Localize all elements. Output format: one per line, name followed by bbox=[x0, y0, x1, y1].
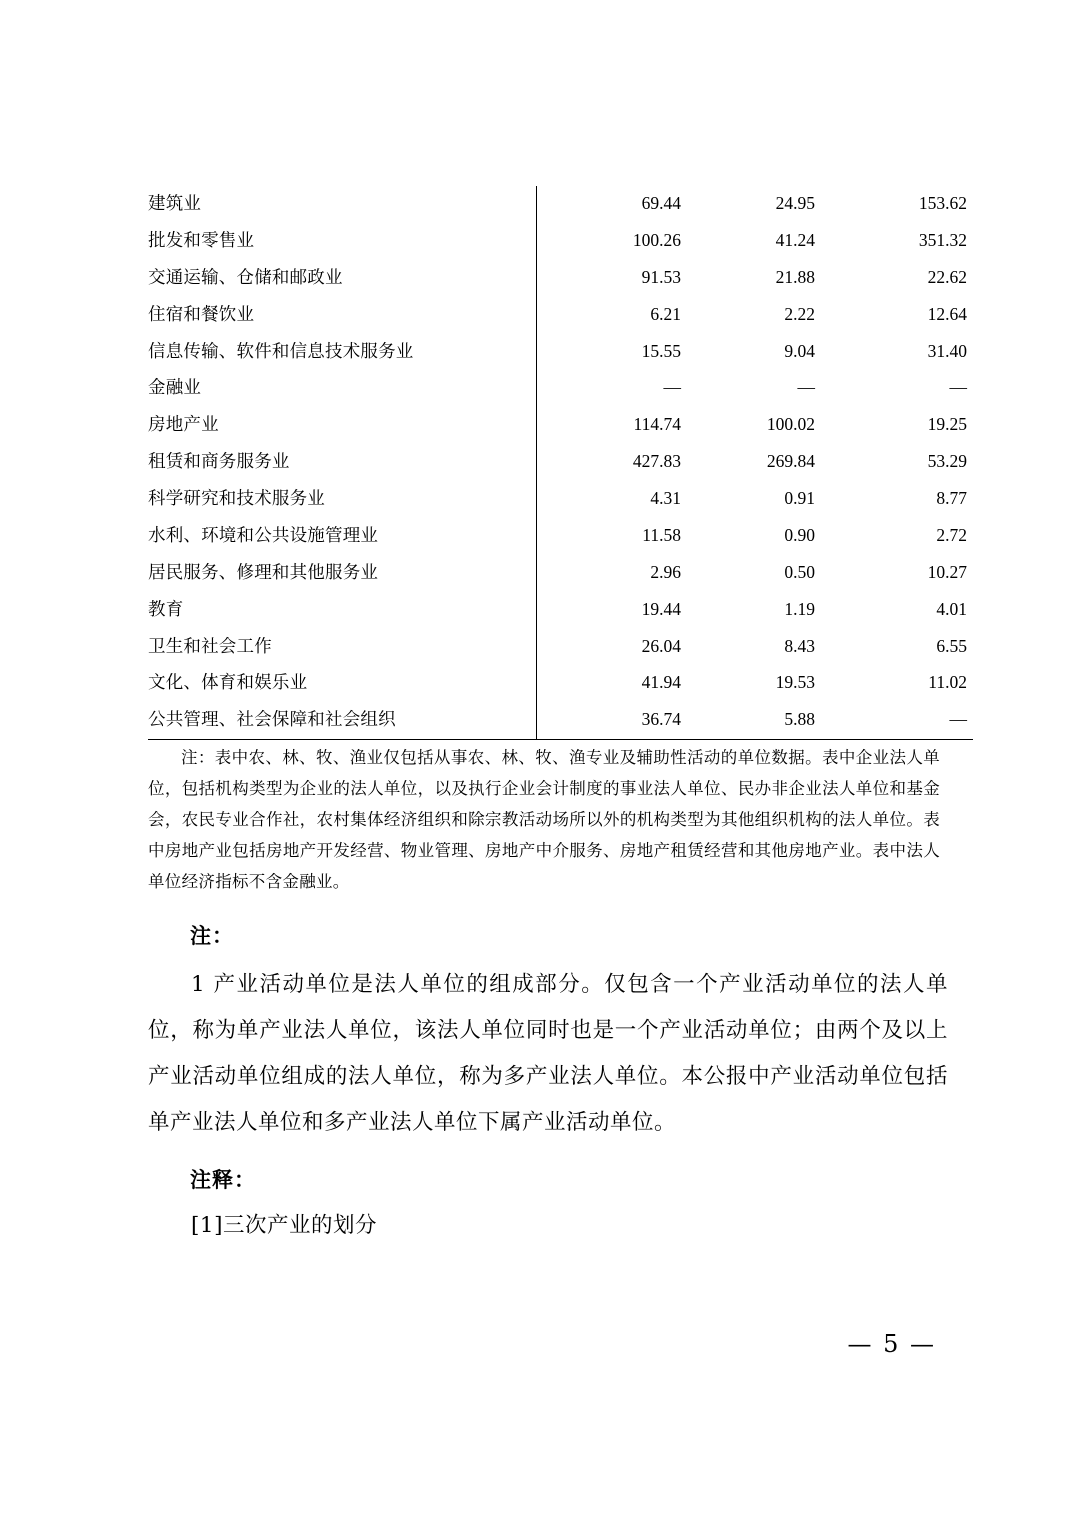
row-value-3: 19.25 bbox=[927, 414, 967, 435]
row-value-3: 22.62 bbox=[927, 266, 967, 287]
row-value-1: 19.44 bbox=[537, 592, 682, 629]
row-value-3: 2.72 bbox=[936, 524, 967, 545]
table-row bbox=[148, 518, 973, 555]
row-value-2: 2.22 bbox=[784, 303, 815, 324]
row-value-1: 36.74 bbox=[537, 702, 682, 739]
row-value-2: 1.19 bbox=[784, 598, 815, 619]
table-row bbox=[148, 444, 973, 481]
table-row bbox=[148, 407, 973, 444]
row-value-3: 8.77 bbox=[936, 488, 967, 508]
table-row bbox=[148, 481, 973, 518]
row-value-3: 12.64 bbox=[927, 303, 967, 324]
table-row bbox=[148, 629, 973, 666]
row-value-1: 2.96 bbox=[537, 555, 682, 592]
row-label: 信息传输、软件和信息技术服务业 bbox=[148, 341, 414, 362]
row-value-2: 21.88 bbox=[775, 266, 815, 287]
table-row bbox=[148, 334, 973, 371]
row-value-2: 0.90 bbox=[784, 524, 815, 545]
row-label: 交通运输、仓储和邮政业 bbox=[148, 267, 343, 288]
table-row bbox=[148, 592, 973, 629]
row-value-1: 100.26 bbox=[537, 223, 682, 260]
row-value-1: 114.74 bbox=[537, 407, 682, 444]
row-value-3: 53.29 bbox=[927, 451, 967, 472]
row-value-1: — bbox=[537, 370, 682, 407]
row-value-3: 4.01 bbox=[936, 598, 967, 619]
page-number: — 5 — bbox=[847, 1330, 936, 1358]
row-label: 房地产业 bbox=[148, 415, 219, 436]
row-value-1: 11.58 bbox=[537, 518, 682, 555]
row-value-2: 9.04 bbox=[784, 340, 815, 361]
statistics-table bbox=[148, 186, 967, 740]
row-value-2: 0.50 bbox=[784, 561, 815, 582]
table-footnote-text: 注：表中农、林、牧、渔业仅包括从事农、林、牧、渔专业及辅助性活动的单位数据。表中企业法人单位，包括机构类型为企业的法人单位，以及执行企业会计制度的事业法人单位、民办非企业法人单位和基金会，农民专业合作社，农村集体经济组织和除宗教活动场所以外的机构类型为其他组织机构的法人单位。表中房地产业包括房地产开发经营、物业管理、房地产中介服务、房地产租赁经营和其他房地产业。表中法人单位经济指标不含金融业。 bbox=[148, 748, 940, 891]
row-value-3: 10.27 bbox=[927, 561, 967, 582]
table-row bbox=[148, 555, 973, 592]
row-value-2: 5.88 bbox=[681, 702, 815, 739]
row-value-1: 41.94 bbox=[537, 665, 682, 702]
row-value-1: 91.53 bbox=[537, 260, 682, 297]
row-value-2: 0.91 bbox=[784, 488, 815, 508]
notes-item-1: 1 产业活动单位是法人单位的组成部分。仅包含一个产业活动单位的法人单位，称为单产业法人单位，该法人单位同时也是一个产业活动单位；由两个及以上产业活动单位组成的法人单位，称为多产业法人单位。本公报中产业活动单位包括单产业法人单位和多产业法人单位下属产业活动单位。 bbox=[148, 972, 948, 1135]
row-value-2: 41.24 bbox=[775, 229, 815, 250]
table-body bbox=[148, 186, 973, 740]
row-value-3: 11.02 bbox=[928, 672, 967, 693]
table-row bbox=[148, 702, 973, 739]
row-label: 租赁和商务服务业 bbox=[148, 452, 290, 473]
row-label: 科学研究和技术服务业 bbox=[148, 489, 325, 509]
row-value-2: 269.84 bbox=[766, 451, 815, 472]
table-row bbox=[148, 665, 973, 702]
row-value-3: 31.40 bbox=[927, 340, 967, 361]
annotations-heading: 注释： bbox=[190, 1168, 256, 1192]
row-label: 建筑业 bbox=[148, 194, 202, 214]
row-label: 住宿和餐饮业 bbox=[148, 304, 255, 325]
row-value-1: 427.83 bbox=[537, 444, 682, 481]
row-label: 水利、环境和公共设施管理业 bbox=[148, 525, 379, 546]
table-row bbox=[148, 297, 973, 334]
table-row bbox=[148, 260, 973, 297]
row-value-1: 69.44 bbox=[537, 186, 682, 223]
row-value-2: — bbox=[797, 377, 815, 398]
row-value-3: 153.62 bbox=[918, 193, 967, 213]
row-label: 卫生和社会工作 bbox=[148, 636, 272, 657]
table-footnote bbox=[148, 742, 940, 897]
row-value-2: 100.02 bbox=[766, 414, 815, 435]
row-label: 居民服务、修理和其他服务业 bbox=[148, 562, 379, 583]
table-row bbox=[148, 370, 973, 407]
row-value-1: 15.55 bbox=[537, 334, 682, 371]
row-value-3: — bbox=[815, 702, 973, 739]
table bbox=[148, 186, 973, 740]
row-value-2: 24.95 bbox=[775, 193, 815, 213]
row-value-1: 4.31 bbox=[537, 481, 682, 518]
row-label: 教育 bbox=[148, 599, 184, 620]
row-label: 文化、体育和娱乐业 bbox=[148, 673, 308, 694]
row-label: 金融业 bbox=[148, 378, 202, 399]
row-value-1: 6.21 bbox=[537, 297, 682, 334]
row-value-2: 8.43 bbox=[784, 635, 815, 656]
notes-section bbox=[148, 920, 948, 1248]
row-value-3: — bbox=[949, 377, 967, 398]
row-value-3: 351.32 bbox=[918, 229, 967, 250]
row-label: 公共管理、社会保障和社会组织 bbox=[148, 702, 537, 739]
notes-heading: 注： bbox=[190, 924, 234, 948]
row-label: 批发和零售业 bbox=[148, 230, 255, 251]
table-row bbox=[148, 186, 973, 223]
table-row bbox=[148, 223, 973, 260]
row-value-3: 6.55 bbox=[936, 635, 967, 656]
row-value-2: 19.53 bbox=[775, 672, 815, 693]
row-value-1: 26.04 bbox=[537, 629, 682, 666]
annotations-item-1: [1]三次产业的划分 bbox=[191, 1213, 377, 1238]
